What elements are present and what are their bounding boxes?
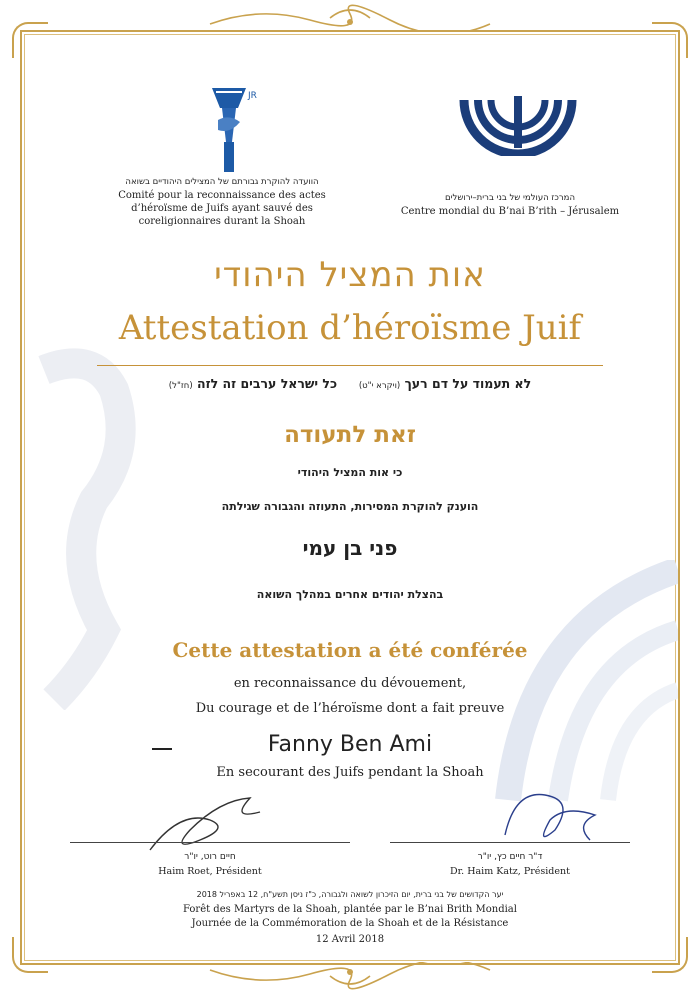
- hebrew-cert-line1: כי אות המציל היהודי: [297, 466, 403, 479]
- biblical-verse: [70, 376, 630, 391]
- french-cert-line2: Du courage et de l’héroïsme dont a fait preuve: [195, 701, 505, 716]
- left-org-french-line2: d’héroïsme de Juifs ayant sauvé des: [131, 203, 313, 214]
- verse-ref-1: (ויקרא י"ט): [358, 381, 401, 391]
- right-organization-caption: [385, 192, 635, 218]
- left-organization-caption: [92, 176, 352, 228]
- bottom-flourish: [200, 962, 500, 990]
- verse-text-1: לא תעמוד על דם רעך: [404, 376, 532, 391]
- svg-text:JR: JR: [248, 91, 257, 101]
- torch-logo: [194, 82, 264, 180]
- footer-hebrew: יער הקדושים של בני ברית, יום הזיכרון לשואה ולגבורה, כ"ז ניסן תשע"ח, 12 באפריל 2018: [196, 890, 504, 899]
- left-signature-line: [70, 842, 350, 843]
- right-signatory-hebrew: ד"ר חיים כץ, יו"ר: [477, 852, 543, 862]
- dash-mark: [152, 748, 172, 750]
- recipient-name: Fanny Ben Ami: [267, 732, 433, 757]
- french-title: Attestation d’héroïsme Juif: [118, 308, 582, 348]
- right-org-french: Centre mondial du B’nai B’rith – Jérusalem: [400, 206, 620, 217]
- footer-line1: Forêt des Martyrs de la Shoah, plantée par le B’nai Brith Mondial: [183, 904, 517, 915]
- left-org-hebrew: הוועדה להוקרת גבורתם של המצילים היהודיים בשואה: [125, 177, 319, 187]
- french-cert-line1: en reconnaissance du dévouement,: [233, 676, 467, 691]
- left-signatory-hebrew: חיים רוט, יו"ר: [184, 852, 236, 862]
- left-signature-icon: [140, 790, 270, 860]
- hebrew-cert-line2: הוענק להוקרת המסירות, התעוזה והגבורה שגילתה: [221, 500, 479, 513]
- french-certificate-heading: Cette attestation a été conférée: [172, 638, 528, 662]
- hebrew-recipient-name: פני בן עמי: [302, 536, 398, 560]
- top-flourish: [200, 4, 500, 32]
- title-divider: [97, 365, 603, 366]
- footer-line2: Journée de la Commémoration de la Shoah et de la Résistance: [191, 918, 509, 929]
- right-org-hebrew: המרכז העולמי של בני ברית–ירושלים: [445, 193, 575, 203]
- corner-ornament: [652, 22, 688, 58]
- hebrew-certificate-heading: זאת לתעודה: [284, 422, 416, 448]
- corner-ornament: [12, 22, 48, 58]
- verse-ref-2: (חז"ל): [168, 381, 193, 391]
- left-signatory-name: Haim Roet, Président: [158, 866, 262, 877]
- hebrew-cert-line3: בהצלת יהודים אחרים במהלך השואה: [256, 588, 444, 601]
- bnai-brith-menorah-logo: [458, 96, 578, 156]
- right-signature-icon: [495, 785, 605, 850]
- right-signatory-name: Dr. Haim Katz, Président: [450, 866, 570, 877]
- left-org-french-line3: coreligionnaires durant la Shoah: [138, 216, 306, 227]
- corner-ornament: [12, 937, 48, 973]
- footer-date: 12 Avril 2018: [315, 934, 385, 945]
- hebrew-title: אות המציל היהודי: [214, 255, 486, 295]
- left-org-french-line1: Comité pour la reconnaissance des actes: [118, 190, 326, 201]
- french-cert-line3: En secourant des Juifs pendant la Shoah: [216, 765, 484, 780]
- right-signature-line: [390, 842, 630, 843]
- verse-text-2: כל ישראל ערבים זה לזה: [197, 376, 338, 391]
- corner-ornament: [652, 937, 688, 973]
